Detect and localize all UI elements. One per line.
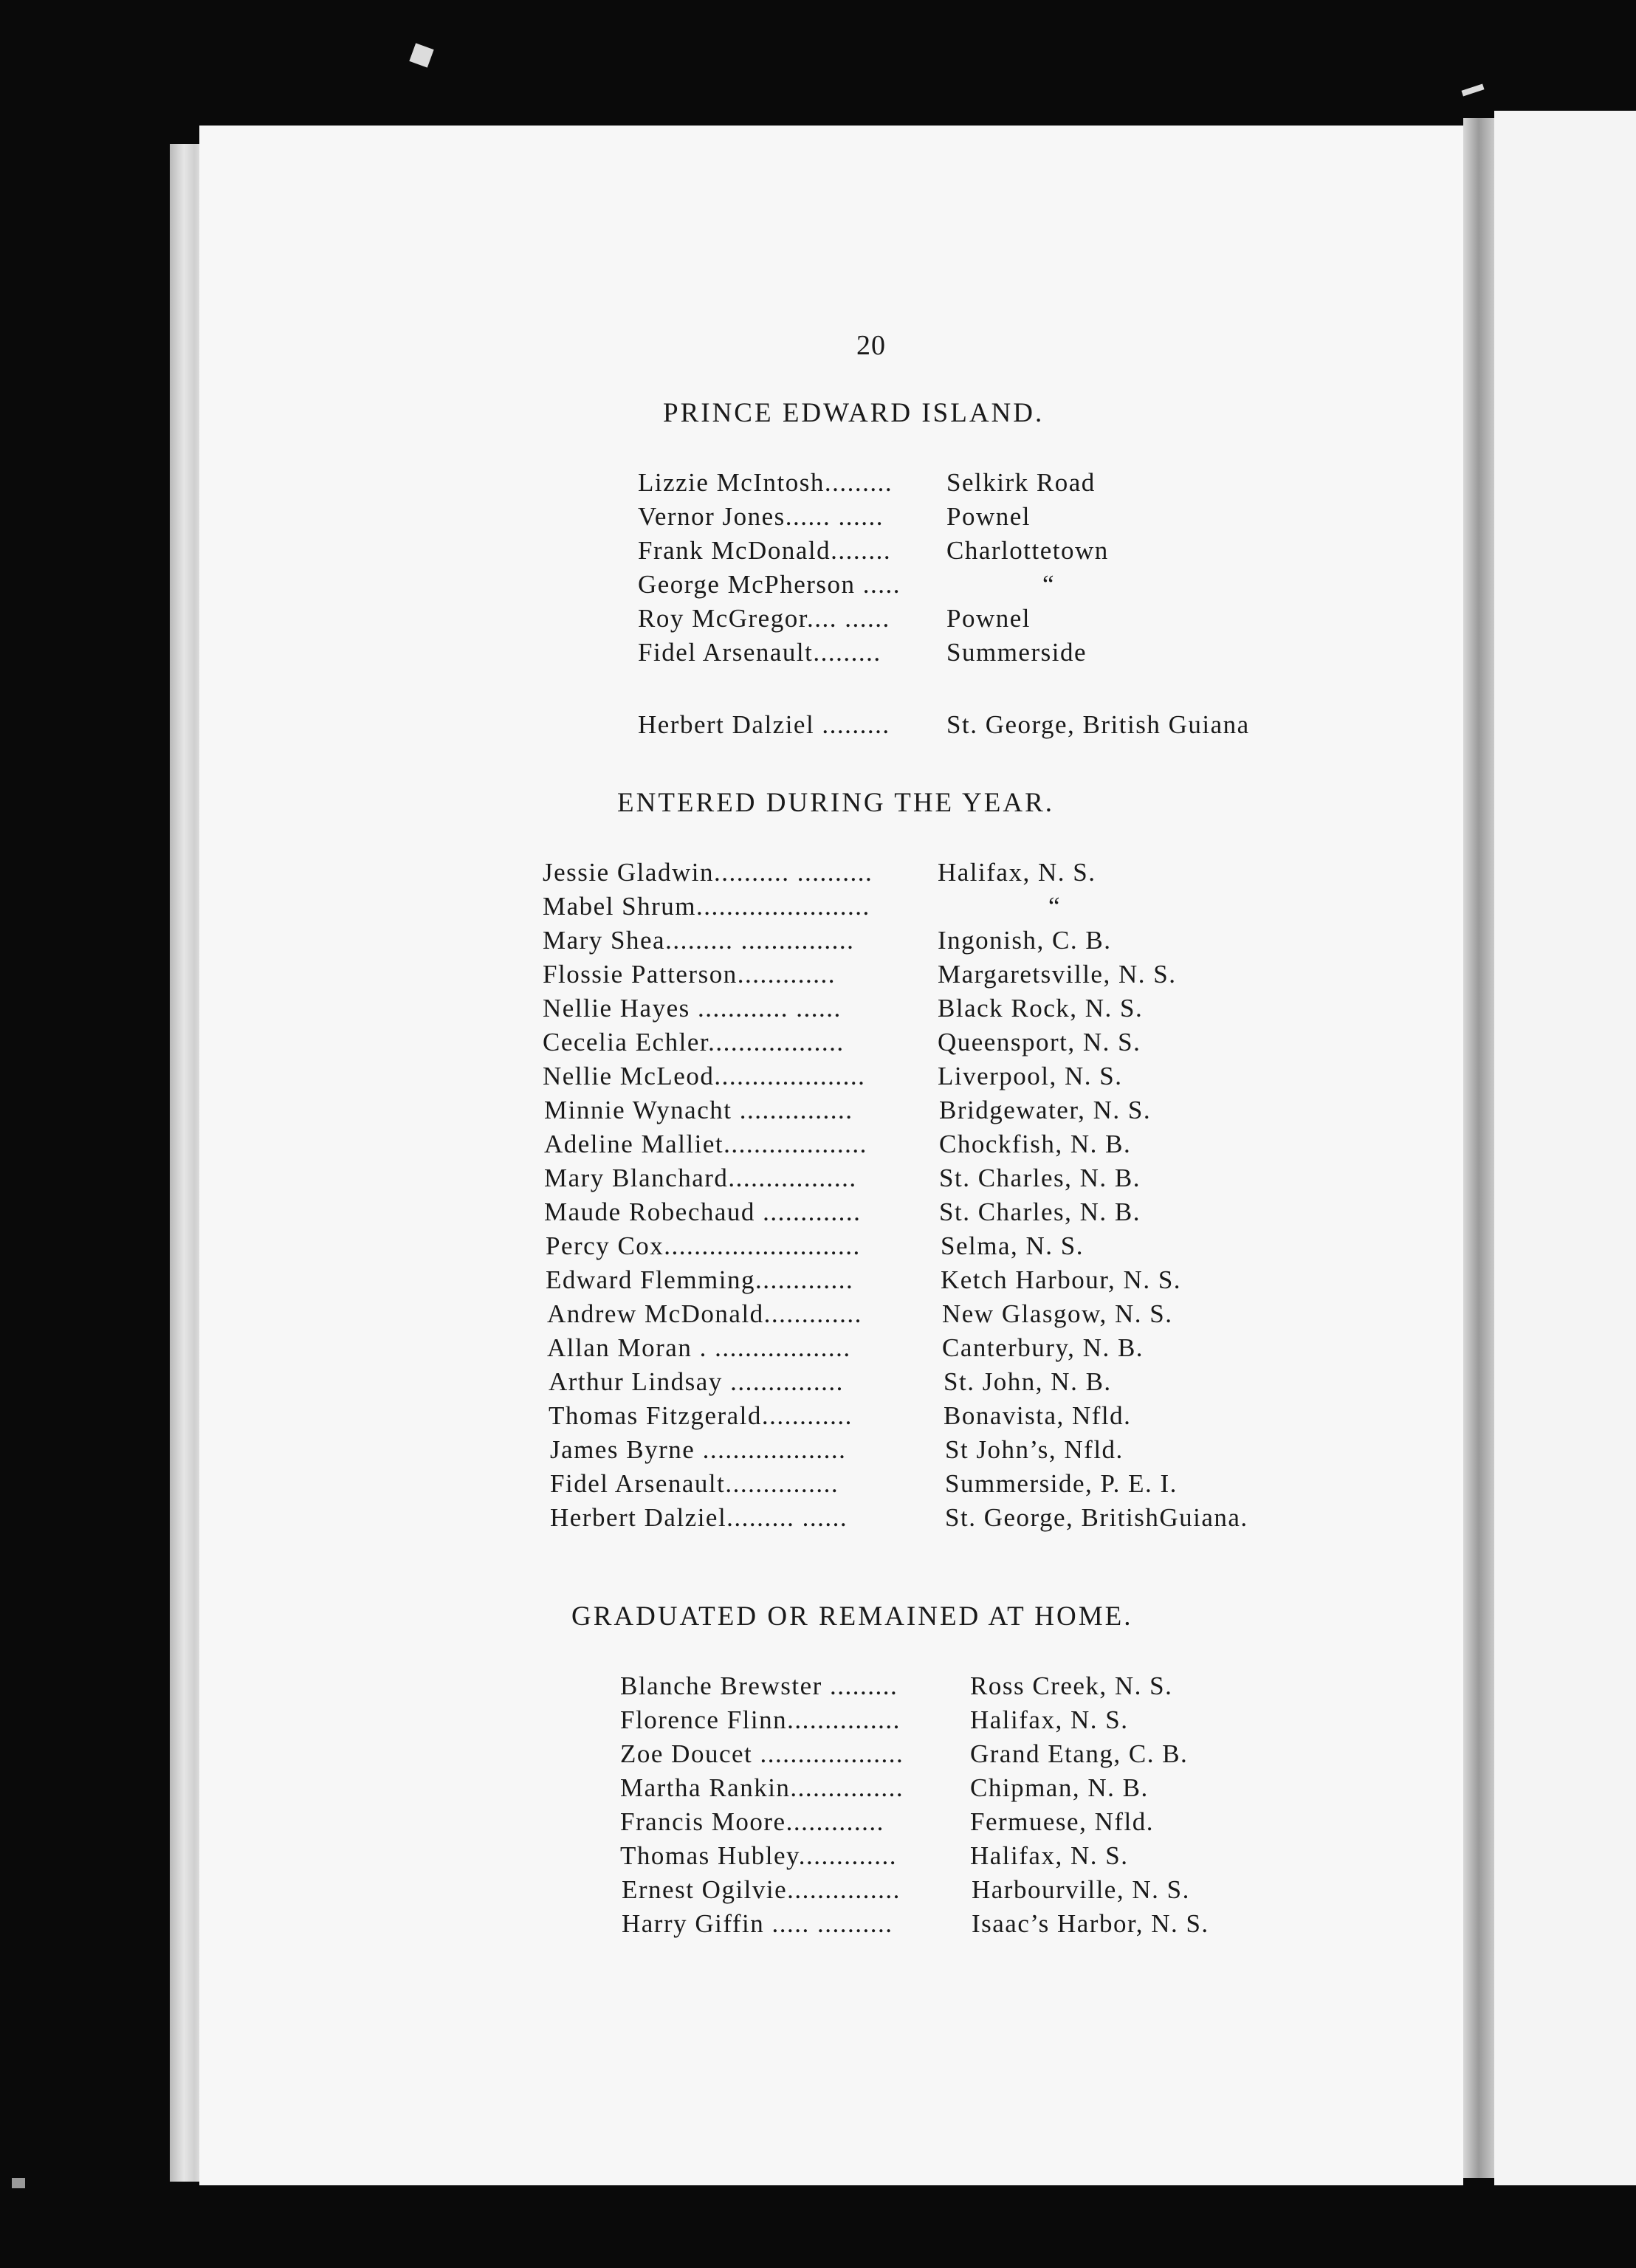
section-heading-graduated: GRADUATED OR REMAINED AT HOME. [571, 1601, 1133, 1632]
student-name: Ernest Ogilvie............... [622, 1875, 901, 1904]
student-name: Harry Giffin ..... .......... [622, 1909, 893, 1938]
list-item [543, 1060, 1123, 1093]
student-location: Pownel [946, 502, 1031, 531]
list-item [620, 1806, 1154, 1838]
list-item [620, 1670, 1172, 1702]
student-location: Chipman, N. B. [970, 1773, 1149, 1802]
student-name: Roy McGregor.... ...... [638, 604, 890, 633]
student-location: Charlottetown [946, 536, 1109, 565]
student-location: “ [1048, 892, 1062, 921]
list-item [543, 1026, 1141, 1059]
student-location: New Glasgow, N. S. [942, 1299, 1173, 1328]
list-item [550, 1502, 1248, 1534]
list-item [638, 709, 1250, 741]
student-location: Grand Etang, C. B. [970, 1739, 1189, 1768]
student-location: Halifax, N. S. [970, 1705, 1129, 1734]
student-name: Frank McDonald........ [638, 536, 892, 565]
student-name: Jessie Gladwin.......... .......... [543, 858, 873, 887]
list-item [544, 1128, 1131, 1161]
list-item [638, 568, 1055, 601]
student-name: Edward Flemming............. [546, 1265, 854, 1294]
student-location: Selma, N. S. [941, 1231, 1084, 1260]
student-location: Pownel [946, 604, 1031, 633]
student-location: Summerside [946, 638, 1087, 667]
student-name: Percy Cox.......................... [546, 1231, 861, 1260]
student-name: Maude Robechaud ............. [544, 1197, 862, 1226]
list-item [543, 924, 1111, 957]
film-speck [409, 43, 433, 67]
page-gutter-shadow [1463, 118, 1494, 2178]
facing-page-edge [1494, 111, 1636, 2185]
student-name: Nellie McLeod.................... [543, 1062, 866, 1090]
student-name: Martha Rankin............... [620, 1773, 904, 1802]
student-name: Zoe Doucet ................... [620, 1739, 904, 1768]
list-item [549, 1366, 1112, 1398]
film-speck [12, 2178, 25, 2188]
student-location: Bridgewater, N. S. [939, 1096, 1152, 1124]
list-item [550, 1434, 1124, 1466]
student-location: Liverpool, N. S. [938, 1062, 1123, 1090]
student-location: Queensport, N. S. [938, 1028, 1141, 1056]
student-location: Canterbury, N. B. [942, 1333, 1144, 1362]
section-heading-pei: PRINCE EDWARD ISLAND. [663, 398, 1045, 428]
student-name: Francis Moore............. [620, 1807, 884, 1836]
student-location: St. John, N. B. [944, 1367, 1112, 1396]
student-name: Vernor Jones...... ...... [638, 502, 884, 531]
student-location: Ross Creek, N. S. [970, 1671, 1173, 1700]
student-location: St. George, BritishGuiana. [945, 1503, 1248, 1532]
list-item [544, 1196, 1141, 1228]
student-name: Thomas Fitzgerald............ [549, 1401, 853, 1430]
list-item [544, 1162, 1141, 1195]
list-item [546, 1230, 1084, 1262]
student-name: Mary Blanchard................. [544, 1164, 857, 1192]
list-item [547, 1332, 1144, 1364]
list-item [544, 1094, 1151, 1127]
student-location: Harbourville, N. S. [972, 1875, 1190, 1904]
student-name: Adeline Malliet................... [544, 1130, 867, 1158]
list-item [622, 1874, 1190, 1906]
student-location: Margaretsville, N. S. [938, 960, 1177, 989]
student-location: Fermuese, Nfld. [970, 1807, 1154, 1836]
list-item [638, 535, 1109, 567]
list-item [622, 1908, 1209, 1940]
student-name: Minnie Wynacht ............... [544, 1096, 853, 1124]
list-item [543, 992, 1143, 1025]
list-item [620, 1840, 1128, 1872]
student-name: Nellie Hayes ............ ...... [543, 994, 842, 1023]
list-item [543, 958, 1176, 991]
list-item [620, 1772, 1149, 1804]
list-item [638, 602, 1031, 635]
student-location: Black Rock, N. S. [938, 994, 1144, 1023]
list-item [543, 856, 1096, 889]
student-location: Selkirk Road [946, 468, 1096, 497]
list-item [620, 1704, 1128, 1736]
student-name: Florence Flinn............... [620, 1705, 901, 1734]
student-name: Cecelia Echler.................. [543, 1028, 845, 1056]
student-name: Allan Moran . .................. [547, 1333, 851, 1362]
student-name: Mary Shea......... ............... [543, 926, 855, 955]
list-item [546, 1264, 1181, 1296]
student-location: Isaac’s Harbor, N. S. [972, 1909, 1209, 1938]
list-item [543, 890, 1061, 923]
student-location: Halifax, N. S. [938, 858, 1096, 887]
list-item [550, 1468, 1178, 1500]
student-name: Andrew McDonald............. [547, 1299, 862, 1328]
list-item [638, 501, 1031, 533]
film-speck [1461, 84, 1484, 97]
student-location: St John’s, Nfld. [945, 1435, 1124, 1464]
student-name: Mabel Shrum....................... [543, 892, 870, 921]
student-name: James Byrne ................... [550, 1435, 847, 1464]
student-name: Flossie Patterson............. [543, 960, 836, 989]
student-name: Lizzie McIntosh......... [638, 468, 893, 497]
student-name: Herbert Dalziel ......... [638, 710, 890, 739]
student-location: Ingonish, C. B. [938, 926, 1112, 955]
student-name: Fidel Arsenault......... [638, 638, 881, 667]
section-heading-entered: ENTERED DURING THE YEAR. [617, 788, 1055, 818]
student-location: St. Charles, N. B. [939, 1197, 1141, 1226]
student-location: St. Charles, N. B. [939, 1164, 1141, 1192]
student-location: St. George, British Guiana [946, 710, 1250, 739]
student-location: Chockfish, N. B. [939, 1130, 1132, 1158]
student-name: Herbert Dalziel......... ...... [550, 1503, 848, 1532]
student-location: Halifax, N. S. [970, 1841, 1129, 1870]
student-location: Bonavista, Nfld. [944, 1401, 1132, 1430]
list-item [638, 636, 1087, 669]
student-name: Blanche Brewster ......... [620, 1671, 898, 1700]
list-item [638, 467, 1096, 499]
student-name: George McPherson ..... [638, 570, 901, 599]
student-location: Summerside, P. E. I. [945, 1469, 1178, 1498]
student-location: “ [1042, 570, 1056, 599]
student-name: Thomas Hubley............. [620, 1841, 898, 1870]
list-item [549, 1400, 1131, 1432]
list-item [547, 1298, 1173, 1330]
student-location: Ketch Harbour, N. S. [941, 1265, 1182, 1294]
page-number: 20 [856, 330, 886, 361]
student-name: Fidel Arsenault............... [550, 1469, 839, 1498]
list-item [620, 1738, 1188, 1770]
student-name: Arthur Lindsay ............... [549, 1367, 844, 1396]
